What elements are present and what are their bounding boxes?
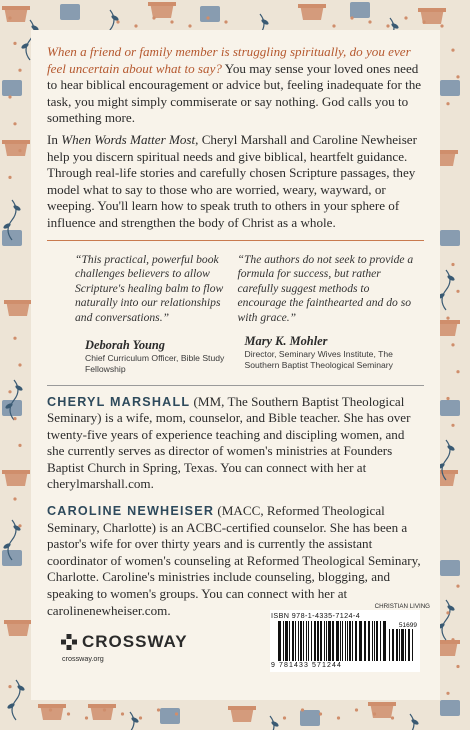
intro-paragraph [47,44,424,127]
berry-dot [13,122,16,125]
barcode-bar [372,621,373,661]
barcode-bar [412,629,413,661]
endorsement-quote: “This practical, powerful book challenges believers to allow Scripture's healing balm to flow naturally into our relationships and conversations.” [75,252,224,324]
intro-body: You may sense your loved ones need to hear biblical encouragement or advice but, feeling inadequate for the task, you might simply commiserate or say nothing. God calls you to something more. [47,60,422,126]
barcode-bar [349,621,351,661]
tile-shape [2,550,22,566]
barcode-bar [298,621,299,661]
leaf-shape [447,604,456,611]
berry-dot [456,585,459,588]
endorser-role: Chief Curriculum Officer, Bible Study Fellowship [85,352,225,374]
berry-dot [337,716,340,719]
barcode-bar [405,629,406,661]
berry-dot [18,69,21,72]
pot-rim [228,706,256,710]
berry-dot [103,708,106,711]
berry-dot [456,290,459,293]
barcode-bar [300,621,302,661]
pot-rim [368,702,396,706]
berry-dot [121,712,124,715]
berry-dot [13,42,16,45]
berry-dot [446,611,449,614]
description-paragraph [47,132,424,232]
barcode-bar [347,621,348,661]
berry-dot [49,708,52,711]
barcode-bar [374,621,375,661]
berry-dot [404,16,407,19]
berry-dot [283,716,286,719]
berry-dot [368,20,371,23]
berry-dot [8,95,11,98]
berry-dot [451,638,454,641]
tile-shape [60,4,80,20]
leaf-shape [447,444,456,451]
berry-dot [373,712,376,715]
berry-dot [446,692,449,695]
barcode-bar [326,621,327,661]
leaf-shape [411,718,420,725]
berry-dot [18,149,21,152]
barcode-bar [355,621,357,661]
berry-dot [116,20,119,23]
barcode-bar [283,621,284,661]
vine-stem [126,712,134,730]
endorsement-mary-mohler [236,253,425,375]
pot-rim [4,300,32,304]
pot-rim [4,620,32,624]
pot-rim [2,140,30,144]
berry-dot [350,16,353,19]
barcode-bars [278,621,386,663]
tile-shape [2,80,22,96]
barcode-bar [328,621,331,661]
text-panel [31,30,440,700]
leaf-shape [13,204,22,211]
berry-dot [8,176,11,179]
barcode-bar [324,621,325,661]
leaf-shape [15,384,24,391]
berry-dot [391,716,394,719]
endorsement-top-divider [47,240,424,241]
barcode-bar [408,629,410,661]
endorser-name: Mary K. Mohler [244,333,328,348]
pot-rim [38,704,66,708]
description-rest: , Cheryl Marshall and Caroline Newheiser help you discern spiritual needs and give biblical, heartfelt guidance. Through real-life stories and carefully chosen Scripture passages, they model what to say to those who are worried, weary, wayward, or weeping. You'll learn how to speak truth to others in your sphere of influence and strengthen the body of Christ as a whole. [47,131,417,230]
barcode-bar [308,621,309,661]
barcode-bar [401,629,404,661]
author-bio-text: (MM, The Southern Baptist Theological Seminary) is a wife, mom, counselor, and Bible teacher. She has over twenty-five years of experience teaching and discipling women, and she currently serves as director of women's ministries at Founders Baptist Church in Spring, Texas. You can connect with her at cherylmarshall.com. [47,393,411,492]
isbn-label: ISBN 978-1-4335-7124-4 [271,611,361,620]
leaf-shape [391,22,400,29]
book-title-inline: When Words Matter Most [61,131,196,147]
berry-dot [301,708,304,711]
tile-shape [440,700,460,716]
berry-dot [206,16,209,19]
barcode-bar [342,621,343,661]
endorser-role: Director, Seminary Wives Institute, The Southern Baptist Theological Seminary [244,348,393,370]
barcode-addon-bars [389,629,417,663]
tile-shape [440,80,460,96]
tile-shape [200,6,220,22]
leaf-shape [131,716,140,723]
price-code: 51699 [398,622,417,629]
pot-rim [2,6,30,10]
leaf-shape [447,274,456,281]
barcode-bar [278,621,281,661]
tile-shape [350,2,370,18]
category-label: CHRISTIAN LIVING [374,603,430,610]
berry-dot [139,716,142,719]
barcode-bar [295,621,296,661]
berry-dot [355,708,358,711]
publisher-name: CROSSWAY [82,632,188,651]
berry-dot [422,20,425,23]
leaf-shape [261,18,270,25]
isbn-barcode [270,610,420,672]
publisher-url: crossway.org [62,654,104,663]
berry-dot [13,337,16,340]
barcode-bar [380,621,381,661]
berry-dot [8,16,11,19]
berry-dot [224,20,227,23]
berry-dot [13,497,16,500]
berry-dot [85,716,88,719]
berry-dot [451,343,454,346]
berry-dot [170,20,173,23]
berry-dot [332,24,335,27]
barcode-bar [320,621,322,661]
bio-divider [47,385,424,386]
barcode-bar [289,621,290,661]
barcode-bar [392,629,394,661]
tile-shape [160,708,180,724]
berry-dot [446,317,449,320]
tile-shape [440,560,460,576]
pot-rim [418,8,446,12]
barcode-bar [314,621,316,661]
berry-dot [8,685,11,688]
author-name: CHERYL MARSHALL [47,394,191,409]
author-name: CAROLINE NEWHEISER [47,504,215,519]
tile-shape [2,230,22,246]
endorsements [47,253,424,375]
berry-dot [8,390,11,393]
barcode-bar [345,621,346,661]
pot-rim [88,704,116,708]
berry-dot [13,417,16,420]
berry-dot [440,24,443,27]
barcode-bar [292,621,294,661]
author-bio-text: (MACC, Reformed Theological Seminary, Charlotte) is an ACBC-certified counselor. She has been a pastor's wife for over thirty years and is currently the assistant coordinator of women's counseling at Reformed Theological Seminary, Charlotte. Caroline's ministries include counseling, blogging, and speaking to women's groups. You can connect with her at carolinenewheiser.com. [47,503,421,618]
berry-dot [18,363,21,366]
barcode-bar [368,621,370,661]
barcode-bar [285,621,288,661]
endorsement-deborah-young [47,253,236,375]
endorsement-quote: “The authors do not seek to provide a formula for success, but rather carefully suggest methods to encourage the fainthearted and do so with grace.” [237,252,414,324]
berry-dot [134,24,137,27]
berry-dot [451,49,454,52]
leaf-shape [271,720,280,727]
berry-dot [446,102,449,105]
berry-dot [8,471,11,474]
berry-dot [175,712,178,715]
pot-rim [298,4,326,8]
barcode-bar [336,621,339,661]
barcode-bar [303,621,304,661]
pot-rim [148,2,176,6]
crossway-logo-icon [61,634,77,650]
barcode-bar [332,621,334,661]
berry-dot [157,708,160,711]
berry-dot [18,444,21,447]
isbn-digits: 9 781433 571244 [271,662,342,669]
barcode-bar [364,621,366,661]
berry-dot [188,24,191,27]
berry-dot [18,524,21,527]
berry-dot [152,16,155,19]
barcode-bar [317,621,319,661]
barcode-bar [311,621,312,661]
intro-hook: When a friend or family member is struggling spiritually, do you ever feel uncertain about what to say? [47,44,411,76]
berry-dot [456,665,459,668]
barcode-bar [383,621,386,661]
barcode-bar [340,621,341,661]
description-lead: In [47,131,62,147]
berry-dot [446,397,449,400]
berry-dot [386,24,389,27]
barcode-bar [359,621,362,661]
berry-dot [451,263,454,266]
berry-dot [67,712,70,715]
barcode-bar [376,621,378,661]
tile-shape [440,230,460,246]
berry-dot [456,370,459,373]
pot-rim [2,470,30,474]
leaf-shape [17,684,26,691]
barcode-bar [399,629,400,661]
barcode-bar [389,629,390,661]
berry-dot [451,424,454,427]
barcode-bar [306,621,307,661]
tile-shape [440,400,460,416]
publisher-logo [61,632,188,663]
author-bio-cheryl [47,394,424,494]
tile-shape [300,710,320,726]
berry-dot [456,75,459,78]
barcode-bar [396,629,398,661]
berry-dot [319,712,322,715]
barcode-bar [352,621,353,661]
endorser-name: Deborah Young [85,337,165,352]
author-bio-caroline [47,503,424,619]
